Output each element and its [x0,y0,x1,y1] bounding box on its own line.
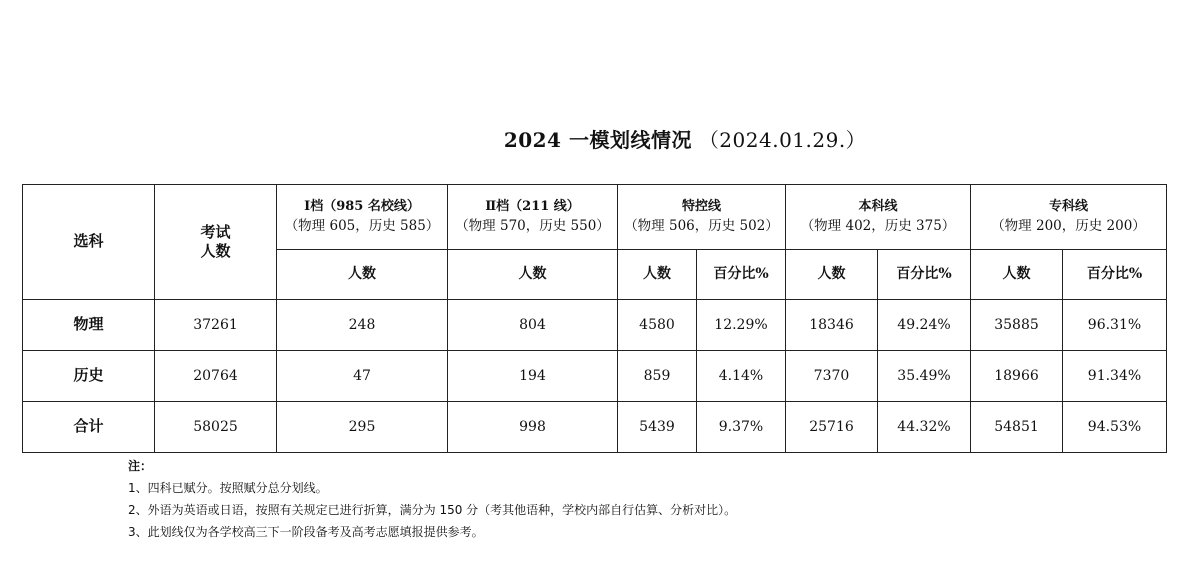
group-tier1-cond: （物理 605，历史 585） [284,217,440,234]
cell-undergrad-pct: 44.32% [878,402,971,453]
cell-college-count: 54851 [971,402,1063,453]
cell-exam: 58025 [155,402,277,453]
cell-tier2-count: 194 [448,351,618,402]
row-subject: 物理 [23,300,155,351]
cut-line-table [22,184,1167,453]
header-row-groups [23,185,1167,250]
group-special-line [618,185,786,250]
title-date: （2024.01.29.） [698,128,867,152]
cell-special-count: 5439 [618,402,697,453]
cell-college-count: 35885 [971,300,1063,351]
notes [128,455,736,543]
notes-title: 注： [128,459,153,473]
cell-special-pct: 4.14% [697,351,786,402]
cell-special-pct: 12.29% [697,300,786,351]
sub-pct-special: 百分比% [697,250,786,300]
note-item: 3、此划线仅为各学校高三下一阶段备考及高考志愿填报提供参考。 [128,525,484,539]
header-exam-line2: 人数 [200,242,231,260]
cell-college-pct: 91.34% [1063,351,1167,402]
title-main: 2024 一模划线情况 [503,128,692,152]
cell-tier1-count: 47 [277,351,448,402]
sub-count-special: 人数 [618,250,697,300]
group-special-cond: （物理 506，历史 502） [624,217,779,234]
group-undergrad-line [786,185,971,250]
group-tier2-name: Ⅱ档（211 线） [485,198,580,214]
cell-tier2-count: 804 [448,300,618,351]
group-special-name: 特控线 [681,198,721,214]
header-subject: 选科 [23,185,155,300]
note-item: 2、外语为英语或日语，按照有关规定已进行折算，满分为 150 分（考其他语种，学校内部自行估算、分析对比）。 [128,503,737,517]
group-college-name: 专科线 [1048,198,1088,214]
table-row-history [23,351,1167,402]
sub-count-college: 人数 [971,250,1063,300]
sub-pct-undergrad: 百分比% [878,250,971,300]
sub-count-tier2: 人数 [448,250,618,300]
cell-tier1-count: 248 [277,300,448,351]
group-undergrad-cond: （物理 402，历史 375） [800,217,956,234]
cell-undergrad-count: 7370 [786,351,878,402]
sub-count-undergrad: 人数 [786,250,878,300]
group-tier1-name: Ⅰ档（985 名校线） [304,198,420,214]
cell-special-pct: 9.37% [697,402,786,453]
group-tier1 [277,185,448,250]
header-exam-line1: 考试 [200,222,231,241]
cell-exam: 37261 [155,300,277,351]
cell-tier2-count: 998 [448,402,618,453]
cell-special-count: 859 [618,351,697,402]
group-undergrad-name: 本科线 [858,198,898,214]
header-exam-count [155,185,277,300]
cell-college-count: 18966 [971,351,1063,402]
group-tier2-cond: （物理 570，历史 550） [455,217,610,234]
row-subject: 历史 [23,351,155,402]
cell-exam: 20764 [155,351,277,402]
sub-count-tier1: 人数 [277,250,448,300]
group-college-cond: （物理 200，历史 200） [991,217,1146,234]
cell-special-count: 4580 [618,300,697,351]
group-college-line [971,185,1167,250]
table-row-physics [23,300,1167,351]
row-subject: 合计 [23,402,155,453]
cell-undergrad-pct: 49.24% [878,300,971,351]
cell-tier1-count: 295 [277,402,448,453]
cell-college-pct: 94.53% [1063,402,1167,453]
page-title [0,124,1180,153]
cell-undergrad-pct: 35.49% [878,351,971,402]
table-row-total [23,402,1167,453]
cell-undergrad-count: 25716 [786,402,878,453]
group-tier2 [448,185,618,250]
cell-college-pct: 96.31% [1063,300,1167,351]
cell-undergrad-count: 18346 [786,300,878,351]
note-item: 1、四科已赋分。按照赋分总分划线。 [128,481,328,495]
sub-pct-college: 百分比% [1063,250,1167,300]
